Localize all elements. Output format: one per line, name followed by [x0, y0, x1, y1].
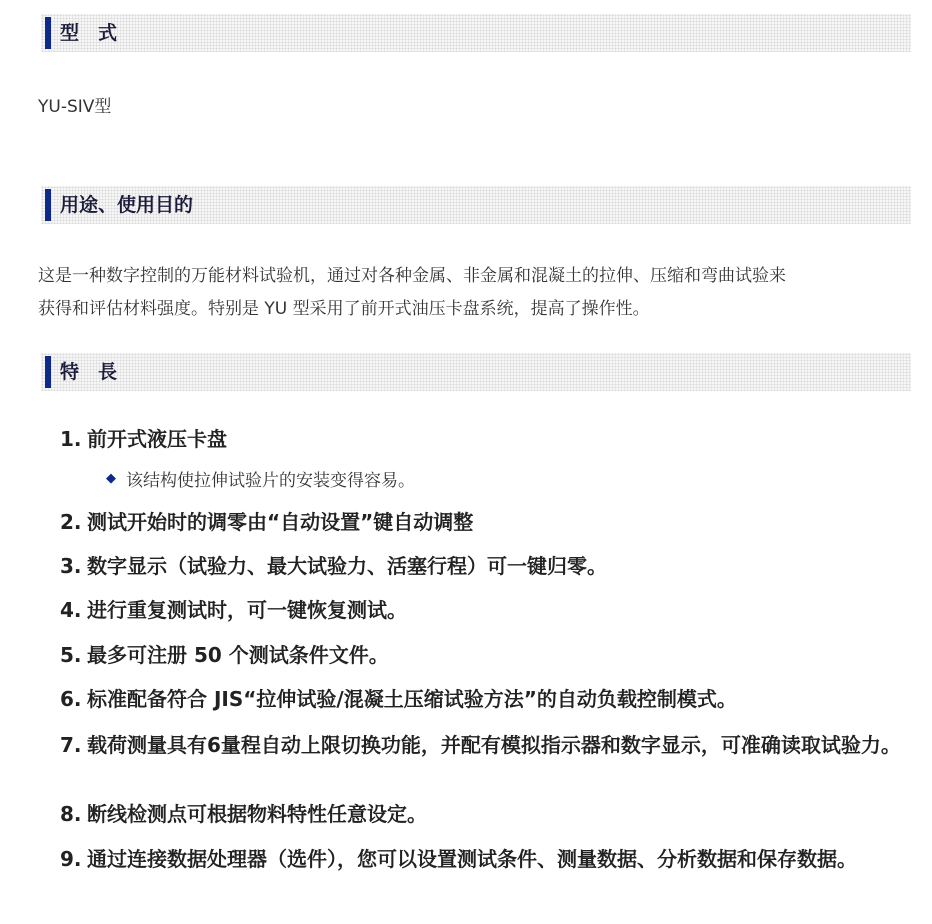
- list-item: [60, 508, 920, 537]
- item-number: 3.: [60, 554, 82, 578]
- heading-title: 型 式: [60, 22, 118, 44]
- purpose-paragraph: [38, 260, 918, 326]
- heading-accent-bar: [45, 356, 51, 388]
- item-text: 数字显示（试验力、最大试验力、活塞行程）可一键归零。: [87, 554, 607, 578]
- heading-accent-bar: [45, 17, 51, 49]
- item-number: 9.: [60, 847, 82, 871]
- item-text: 断线检测点可根据物料特性任意设定。: [87, 802, 427, 826]
- item-number: 8.: [60, 802, 82, 826]
- item-text: 通过连接数据处理器（选件），您可以设置测试条件、测量数据、分析数据和保存数据。: [87, 847, 857, 871]
- purpose-line: 获得和评估材料强度。特别是 YU 型采用了前开式油压卡盘系统，提高了操作性。: [38, 299, 650, 319]
- section-heading-purpose: [41, 186, 911, 224]
- item-text: 前开式液压卡盘: [87, 427, 227, 451]
- heading-accent-bar: [45, 189, 51, 221]
- list-item: [60, 552, 920, 581]
- heading-title: 特 長: [60, 361, 118, 383]
- sub-item-text: 该结构使拉伸试验片的安装变得容易。: [126, 470, 415, 491]
- sub-item: [60, 464, 415, 492]
- item-number: 6.: [60, 687, 82, 711]
- item-number: 7.: [60, 733, 82, 757]
- list-item: [60, 800, 920, 829]
- item-number: 5.: [60, 643, 82, 667]
- model-value: YU-SIV型: [38, 97, 112, 117]
- diamond-bullet-icon: ◆: [106, 470, 116, 486]
- section-heading-model: [41, 14, 911, 52]
- item-number: 2.: [60, 510, 82, 534]
- item-number: 4.: [60, 598, 82, 622]
- purpose-line: 这是一种数字控制的万能材料试验机，通过对各种金属、非金属和混凝土的拉伸、压缩和弯曲试验来: [38, 266, 786, 286]
- list-item: [60, 845, 920, 874]
- list-item: [60, 425, 227, 454]
- list-item: [60, 731, 920, 760]
- item-text: 标准配备符合 JIS“拉伸试验/混凝土压缩试验方法”的自动负载控制模式。: [87, 687, 737, 711]
- item-text: 载荷测量具有6量程自动上限切换功能，并配有模拟指示器和数字显示，可准确读取试验力。: [87, 733, 901, 757]
- list-item: [60, 596, 920, 625]
- item-number: 1.: [60, 427, 82, 451]
- item-text: 测试开始时的调零由“自动设置”键自动调整: [87, 510, 474, 534]
- list-item: [60, 685, 920, 714]
- heading-title: 用途、使用目的: [60, 194, 194, 216]
- list-item: [60, 641, 920, 670]
- section-heading-features: [41, 353, 911, 391]
- item-text: 最多可注册 50 个测试条件文件。: [87, 643, 389, 667]
- item-text: 进行重复测试时，可一键恢复测试。: [87, 598, 407, 622]
